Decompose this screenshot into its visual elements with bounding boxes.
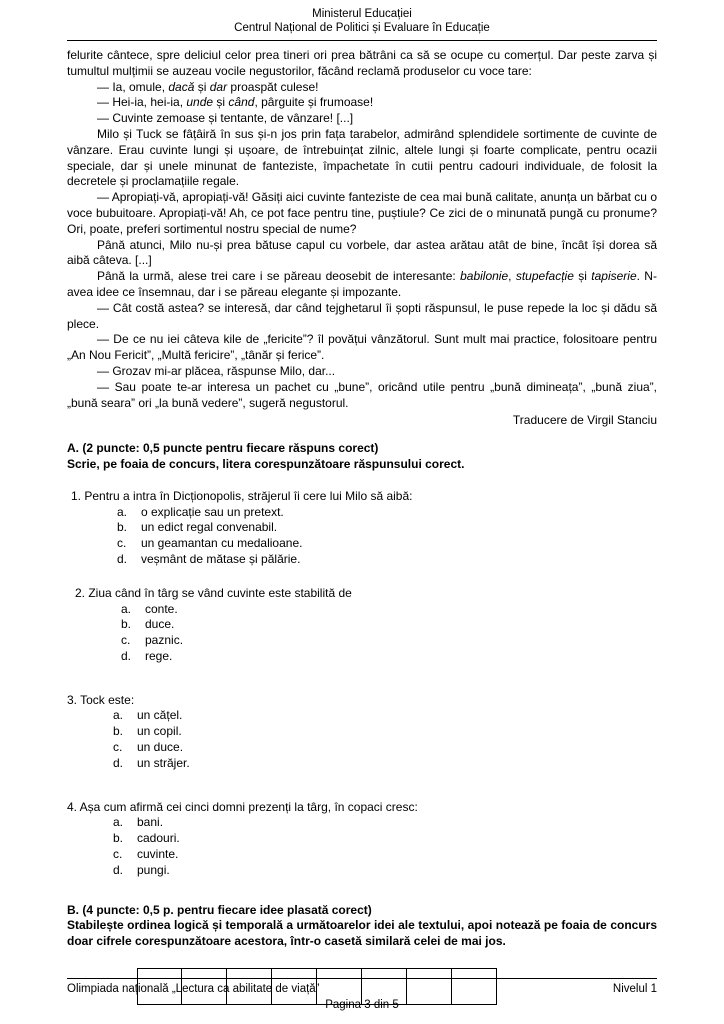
italic-text-run: dar: [209, 79, 228, 94]
option-letter: c.: [117, 536, 127, 551]
answer-option: [113, 831, 657, 847]
option-text: rege.: [145, 648, 173, 663]
text-paragraph: [67, 269, 657, 301]
text-run: și: [194, 79, 210, 94]
text-paragraph: [67, 48, 657, 80]
section-b-instruction: Stabilește ordinea logică și temporală a următoarelor idei ale textului, apoi notează pe foaia de concurs doar cifrele corespunzătoare acestora, într-o casetă similară celei de mai jos.: [67, 918, 657, 949]
text-run: Milo și Tuck se fâțâiră în sus și-n jos prin fața tarabelor, admirând splendidele sortimente de cuvinte de vânzare. Erau cuvinte lungi și ușoare, de întrebuințat zilnic, altele lungi și foarte complicate, pentru ocazii speciale, dar și unele minunat de fanteziste, împachetate în cutii pentru cadouri individuale, de folosit la decretele și proclamațiile regale.: [67, 126, 657, 189]
option-text: conte.: [145, 601, 178, 616]
text-paragraph: [67, 332, 657, 364]
option-letter: c.: [113, 847, 123, 862]
option-text: un cățel.: [137, 708, 183, 723]
option-text: un duce.: [137, 740, 184, 755]
question-4: [67, 800, 657, 879]
option-letter: b.: [113, 831, 124, 846]
footer-divider: [67, 978, 657, 979]
question-1: [67, 489, 657, 568]
italic-text-run: dacă: [168, 79, 195, 94]
text-paragraph: [67, 80, 657, 96]
text-paragraph: [67, 127, 657, 190]
option-letter: a.: [117, 504, 128, 519]
option-letter: d.: [117, 551, 128, 566]
text-paragraph: [67, 111, 657, 127]
answer-option: [117, 552, 657, 568]
question-options: [67, 815, 657, 878]
answer-option: [113, 708, 657, 724]
text-paragraph: [67, 95, 657, 111]
answer-option: [121, 602, 657, 618]
italic-text-run: babilonie: [460, 269, 509, 284]
answer-option: [121, 649, 657, 665]
question-3: [67, 693, 657, 772]
option-letter: d.: [121, 648, 132, 663]
option-letter: b.: [117, 520, 128, 535]
text-run: Până la urmă, alese trei care i se păreau deosebit de interesante:: [97, 269, 461, 284]
page-footer: [67, 978, 657, 1012]
answer-option: [113, 740, 657, 756]
answer-option: [113, 863, 657, 879]
text-paragraph: [67, 190, 657, 237]
text-run: și: [573, 269, 592, 284]
question-2: [67, 586, 657, 665]
text-paragraph: [67, 364, 657, 380]
text-run: Până atunci, Milo nu-și prea bătuse capul cu vorbele, dar astea arătau atât de bine, încât își dorea să aibă câteva. [...]: [67, 237, 657, 268]
option-letter: d.: [113, 862, 124, 877]
text-run: și: [213, 95, 229, 110]
answer-option: [117, 536, 657, 552]
text-run: — Cuvinte zemoase și tentante, de vânzare! [...]: [97, 111, 354, 126]
text-run: — Cât costă astea? se interesă, dar când tejghetarul îi șopti răspunsul, le puse repede la loc și dădu să plece.: [67, 300, 657, 331]
text-run: felurite cântece, spre deliciul celor prea tineri ori prea bătrâni ca să se ocupe cu comerțul. Dar peste zarva și tumultul mulțimii se auzeau vocile negustorilor, făcând reclamă produselor cu voce tare:: [67, 48, 657, 78]
text-paragraph: [67, 380, 657, 412]
option-letter: c.: [113, 740, 123, 755]
question-text: 4. Așa cum afirmă cei cinci domni prezenți la târg, în copaci cresc:: [67, 799, 418, 814]
question-options: [75, 602, 657, 665]
text-run: , pârguite și frumoase!: [254, 95, 374, 110]
text-run: — Sau poate te-ar interesa un pachet cu „bune”, oricând utile pentru „bună dimineața”, „bună ziua”, „bună seara” ori „la bună vedere”, sugeră negustorul.: [67, 379, 657, 410]
section-b-title: B. (4 puncte: 0,5 p. pentru fiecare idee plasată corect): [67, 902, 372, 917]
footer-page-number: Pagina 3 din 5: [325, 999, 399, 1011]
answer-option: [113, 815, 657, 831]
text-run: — De ce nu iei câteva kile de „fericite”? îl povățui vânzătorul. Sunt mult mai practice, folositoare pentru „An Nou Fericit”, „Multă fericire”, „tânăr și ferice”.: [67, 332, 657, 363]
option-letter: a.: [113, 708, 124, 723]
text-run: — Ia, omule,: [97, 79, 169, 94]
question-text: 3. Tock este:: [67, 692, 135, 707]
option-text: paznic.: [145, 633, 184, 648]
question-text: 1. Pentru a intra în Dicționopolis, străjerul îi cere lui Milo să aibă:: [71, 488, 413, 503]
option-letter: d.: [113, 755, 124, 770]
text-paragraph: [67, 238, 657, 270]
answer-option: [113, 756, 657, 772]
option-text: un edict regal convenabil.: [141, 520, 278, 535]
option-letter: a.: [121, 601, 132, 616]
option-text: veșmânt de mătase și pălărie.: [141, 551, 301, 566]
italic-text-run: când: [228, 95, 255, 110]
text-paragraph: [67, 301, 657, 333]
answer-option: [117, 505, 657, 521]
header-divider: [67, 40, 657, 41]
question-text: 2. Ziua când în târg se vând cuvinte este stabilită de: [75, 585, 352, 600]
option-text: pungi.: [137, 862, 170, 877]
answer-option: [117, 520, 657, 536]
option-letter: c.: [121, 633, 131, 648]
option-letter: a.: [113, 815, 124, 830]
answer-option: [121, 633, 657, 649]
answer-option: [121, 617, 657, 633]
italic-text-run: unde: [186, 95, 214, 110]
question-options: [67, 708, 657, 771]
header-center-name: Centrul Național de Politici și Evaluare în Educație: [234, 21, 490, 34]
text-run: ,: [508, 269, 516, 284]
italic-text-run: stupefacție: [515, 269, 574, 284]
page-header: [67, 8, 657, 35]
reading-passage: [67, 48, 657, 411]
answer-option: [113, 847, 657, 863]
footer-olympiad-title: Olimpiada națională „Lectura ca abilitate de viață”: [67, 983, 320, 995]
option-text: un geamantan cu medalioane.: [141, 536, 303, 551]
option-letter: b.: [121, 617, 132, 632]
option-text: duce.: [145, 617, 175, 632]
section-a: [67, 441, 657, 879]
text-run: — Apropiați-vă, apropiați-vă! Găsiți aici cuvinte fanteziste de cea mai bună calitate, anunța un bărbat cu o voce bubuitoare. Apropiați-vă! Ah, ce pot face pentru tine, puștiule? Ce zici de o minunată pungă cu pronume? Ori, poate, preferi sortimentul nostru special de nume?: [67, 190, 657, 236]
text-run: . N-avea idee ce însemnau, dar i se păreau elegante și impozante.: [67, 269, 657, 299]
option-text: cuvinte.: [137, 847, 179, 862]
section-a-title: A. (2 puncte: 0,5 puncte pentru fiecare răspuns corect): [67, 441, 379, 456]
section-a-questions: [67, 489, 657, 879]
option-letter: b.: [113, 724, 124, 739]
text-run: — Grozav mi-ar plăcea, răspunse Milo, dar...: [97, 363, 336, 378]
option-text: o explicație sau un pretext.: [141, 504, 284, 519]
option-text: cadouri.: [137, 831, 180, 846]
footer-row: [67, 982, 657, 996]
italic-text-run: tapiserie: [591, 269, 637, 284]
header-ministry: Ministerul Educației: [312, 8, 412, 20]
footer-level: Nivelul 1: [612, 983, 657, 995]
option-text: un copil.: [137, 724, 182, 739]
option-text: bani.: [137, 815, 164, 830]
text-run: proaspăt culese!: [227, 79, 319, 94]
section-a-instruction: Scrie, pe foaia de concurs, litera corespunzătoare răspunsului corect.: [67, 456, 465, 471]
translator-credit: Traducere de Virgil Stanciu: [512, 413, 657, 428]
text-run: — Hei-ia, hei-ia,: [97, 95, 187, 110]
answer-option: [113, 724, 657, 740]
option-text: un străjer.: [137, 755, 190, 770]
question-options: [71, 505, 657, 568]
